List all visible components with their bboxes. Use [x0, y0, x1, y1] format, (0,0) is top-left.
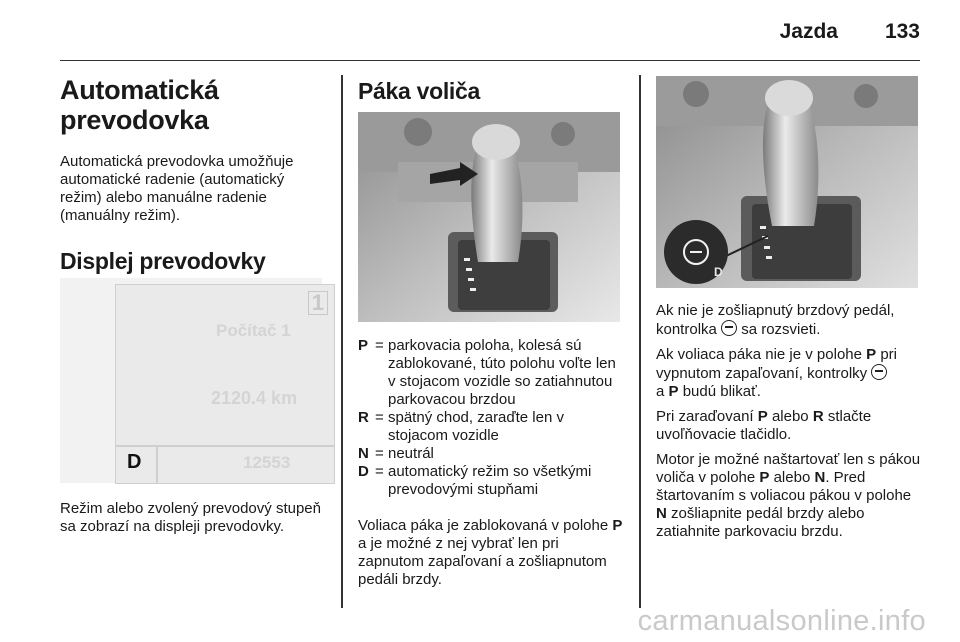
position-key: P [358, 337, 369, 354]
text-run: alebo [767, 408, 813, 425]
lock-paragraph [358, 517, 626, 589]
section-title: Jazda [779, 20, 838, 43]
display-gear: D [127, 451, 142, 473]
column-1 [60, 75, 322, 275]
position-key: R [358, 409, 369, 426]
text-run-bold: P [612, 517, 623, 534]
text-run: alebo [769, 469, 815, 486]
page-header [60, 0, 920, 61]
display-screen [115, 284, 335, 484]
brake-warning-icon [721, 320, 737, 336]
position-item-p [358, 337, 626, 409]
position-sep: = [375, 409, 384, 426]
text-run: Ak nie je zošliapnutý brzdový pedál, kontrolka [656, 302, 895, 338]
position-sep: = [375, 445, 384, 462]
position-item-d [358, 463, 626, 499]
text-run-bold: P [866, 346, 877, 363]
paragraph-3 [656, 408, 924, 444]
display-value: 2120.4 km [211, 388, 298, 408]
text-run: Motor je možné naštartovať len s pákou voliča v polohe [656, 451, 921, 486]
text-run: Voliaca páka je zablokovaná v polohe [358, 517, 613, 534]
position-sep: = [375, 337, 384, 354]
position-item-r [358, 409, 626, 445]
text-run: a je možné z nej vybrať len pri zapnutom zapaľovaní a zošliapnutom pedáli brzdy. [358, 535, 607, 588]
text-run-bold: N [656, 505, 667, 522]
position-desc: spätný chod, zaraďte len v stojacom vozidle [388, 409, 564, 444]
text-run-bold: P [759, 469, 770, 486]
brake-warning-icon [871, 364, 887, 380]
display-heading: Displej prevodovky [60, 248, 266, 274]
position-desc: neutrál [388, 445, 434, 462]
main-heading [60, 75, 322, 135]
display-odometer: 12553 [243, 453, 291, 472]
position-key: D [358, 463, 369, 480]
selector-lever-illustration [358, 112, 620, 322]
display-caption: Režim alebo zvolený prevodový stupeň sa zobrazí na displeji prevodovky. [60, 500, 321, 535]
text-run: stlačte uvoľňovacie tlačidlo. [656, 408, 872, 443]
display-label: Počítač 1 [216, 321, 291, 340]
watermark: carmanualsonline.info [637, 605, 926, 637]
paragraph-4 [656, 451, 924, 541]
position-key: N [358, 445, 369, 462]
position-list [358, 337, 626, 589]
intro-paragraph: Automatická prevodovka umožňuje automatické radenie (automatický režim) alebo manuálne radenie (manuálny režim). [60, 153, 294, 224]
paragraph-1 [656, 302, 924, 339]
text-run: a [656, 383, 669, 400]
brake-indicator-illustration [656, 76, 918, 288]
transmission-display-figure [60, 278, 322, 483]
text-run: sa rozsvieti. [737, 321, 821, 338]
selector-lever-photo [358, 112, 620, 322]
text-run-bold: R [812, 408, 824, 425]
paragraph-2 [656, 346, 924, 401]
display-corner-number: 1 [308, 291, 328, 315]
selector-heading: Páka voliča [358, 78, 481, 104]
position-desc: automatický režim so všetkými prevodovými stupňami [388, 463, 592, 498]
display-divider [116, 445, 334, 447]
text-run: . Pred štartovaním s voliacou pákou v polohe [656, 469, 912, 504]
position-sep: = [375, 463, 384, 480]
page-number: 133 [884, 20, 920, 43]
position-item-n [358, 445, 626, 463]
column-divider [639, 75, 641, 608]
svg-text:D: D [714, 265, 723, 279]
position-desc: parkovacia poloha, kolesá sú zablokované, túto polohu voľte len v stojacom vozidle so zatiahnutou parkovacou brzdou [388, 337, 616, 408]
text-run: zošliapnite pedál brzdy alebo zatiahnite parkovaciu brzdu. [656, 505, 865, 540]
text-run-bold: N [814, 469, 826, 486]
text-run: budú blikať. [678, 383, 761, 400]
brake-indicator-photo [656, 76, 918, 288]
text-run-bold: P [668, 383, 679, 400]
text-run: Pri zaraďovaní [656, 408, 758, 425]
text-run: Ak voliaca páka nie je v polohe [656, 346, 867, 363]
main-heading-line2: prevodovka [60, 105, 209, 135]
main-heading-line1: Automatická [60, 75, 219, 105]
text-run: pri vypnutom zapaľovaní, kontrolky [656, 346, 897, 382]
text-run-bold: P [757, 408, 768, 425]
display-divider [156, 445, 158, 483]
column-divider [341, 75, 343, 608]
column-3-text [656, 302, 924, 541]
column-2 [358, 75, 626, 105]
